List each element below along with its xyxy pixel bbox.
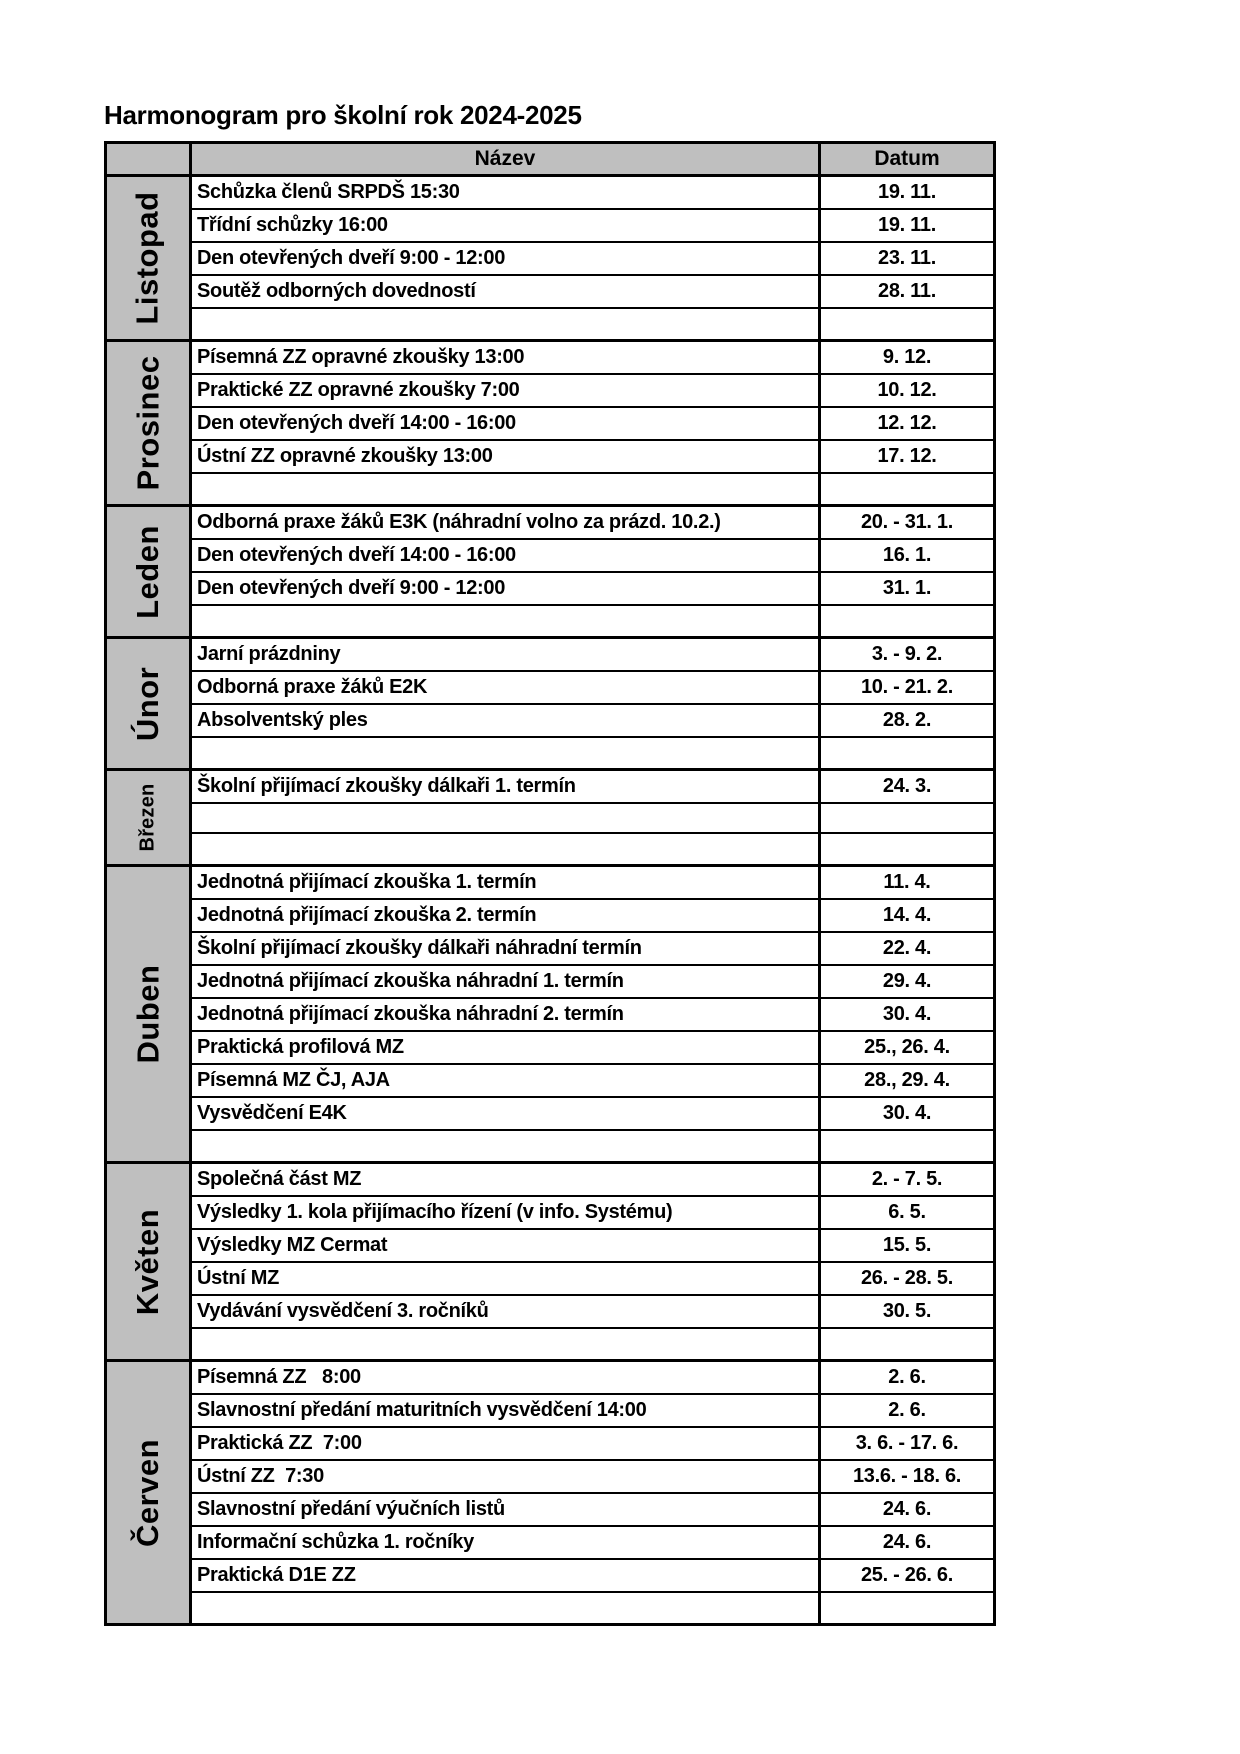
event-date-cell: 13.6. - 18. 6.	[852, 1465, 962, 1487]
event-date-cell	[821, 606, 993, 636]
event-name-cell: Absolventský ples	[192, 705, 821, 736]
event-date-cell	[821, 474, 993, 504]
table-header-row	[107, 144, 993, 177]
event-date-cell: 25., 26. 4.	[864, 1036, 950, 1058]
event-name-cell: Jarní prázdniny	[192, 639, 821, 670]
event-date-cell: 12. 12.	[877, 412, 937, 434]
table-row	[192, 375, 993, 408]
event-name-cell: Soutěž odborných dovedností	[192, 276, 821, 307]
month-column-header	[107, 144, 192, 174]
empty-row	[192, 834, 993, 864]
table-row	[192, 1032, 993, 1065]
event-name-cell: Vydávání vysvědčení 3. ročníků	[192, 1296, 821, 1327]
event-name-cell: Písemná ZZ 8:00	[192, 1362, 821, 1393]
empty-row	[192, 738, 993, 768]
event-name-cell: Jednotná přijímací zkouška náhradní 1. termín	[192, 966, 821, 997]
month-section-prosinec	[107, 342, 993, 507]
section-rows	[192, 1362, 993, 1623]
month-cell	[107, 507, 192, 636]
month-cell	[107, 1362, 192, 1623]
table-row	[192, 771, 993, 804]
event-name-cell: Výsledky 1. kola přijímacího řízení (v info. Systému)	[192, 1197, 821, 1228]
table-row	[192, 1428, 993, 1461]
table-row	[192, 1527, 993, 1560]
event-date-cell: 2. - 7. 5.	[871, 1168, 943, 1190]
event-date-cell: 28. 11.	[878, 280, 936, 302]
month-label: Duben	[130, 964, 165, 1064]
empty-row	[192, 309, 993, 339]
event-name-cell: Den otevřených dveří 14:00 - 16:00	[192, 540, 821, 571]
table-row	[192, 573, 993, 606]
month-cell	[107, 771, 192, 864]
event-name-cell	[192, 606, 821, 636]
event-name-cell: Den otevřených dveří 14:00 - 16:00	[192, 408, 821, 439]
event-date-cell	[821, 834, 993, 864]
section-rows	[192, 639, 993, 768]
section-rows	[192, 867, 993, 1161]
event-date-cell: 16. 1.	[882, 544, 932, 566]
table-row	[192, 639, 993, 672]
table-row	[192, 342, 993, 375]
empty-row	[192, 1593, 993, 1623]
event-date-cell: 24. 6.	[882, 1498, 932, 1520]
event-name-cell: Praktická profilová MZ	[192, 1032, 821, 1063]
event-name-cell: Schůzka členů SRPDŠ 15:30	[192, 177, 821, 208]
date-column-header: Datum	[874, 147, 940, 170]
event-date-cell	[821, 1593, 993, 1623]
month-section-brezen	[107, 771, 993, 867]
event-name-cell: Slavnostní předání maturitních vysvědčení 14:00	[192, 1395, 821, 1426]
table-row	[192, 1098, 993, 1131]
table-row	[192, 1164, 993, 1197]
event-name-cell: Praktické ZZ opravné zkoušky 7:00	[192, 375, 821, 406]
empty-row	[192, 804, 993, 834]
event-name-cell	[192, 834, 821, 864]
table-row	[192, 276, 993, 309]
table-row	[192, 1296, 993, 1329]
table-row	[192, 540, 993, 573]
page-title: Harmonogram pro školní rok 2024-2025	[104, 100, 582, 130]
table-row	[192, 1263, 993, 1296]
event-name-cell: Informační schůzka 1. ročníky	[192, 1527, 821, 1558]
table-row	[192, 1230, 993, 1263]
event-name-cell: Třídní schůzky 16:00	[192, 210, 821, 241]
event-date-cell: 28. 2.	[882, 709, 932, 731]
event-date-cell	[821, 738, 993, 768]
event-date-cell	[821, 1329, 993, 1359]
table-row	[192, 705, 993, 738]
table-row	[192, 867, 993, 900]
month-section-cerven	[107, 1362, 993, 1623]
event-date-cell: 24. 6.	[882, 1531, 932, 1553]
empty-row	[192, 1131, 993, 1161]
event-date-cell: 19. 11.	[878, 214, 936, 236]
month-label: Prosinec	[130, 355, 166, 491]
event-date-cell: 14. 4.	[882, 904, 932, 926]
event-name-cell: Den otevřených dveří 9:00 - 12:00	[192, 243, 821, 274]
table-row	[192, 507, 993, 540]
schedule-table	[104, 141, 996, 1626]
table-row	[192, 441, 993, 474]
event-name-cell: Odborná praxe žáků E3K (náhradní volno za prázd. 10.2.)	[192, 507, 821, 538]
event-name-cell: Výsledky MZ Cermat	[192, 1230, 821, 1261]
name-column-header: Název	[192, 144, 821, 174]
event-date-cell: 10. - 21. 2.	[860, 676, 953, 698]
event-date-cell	[821, 309, 993, 339]
month-section-duben	[107, 867, 993, 1164]
event-date-cell: 9. 12.	[882, 346, 932, 368]
event-name-cell: Společná část MZ	[192, 1164, 821, 1195]
event-name-cell	[192, 1131, 821, 1161]
table-row	[192, 1395, 993, 1428]
event-name-cell: Slavnostní předání výučních listů	[192, 1494, 821, 1525]
event-date-cell: 19. 11.	[878, 181, 936, 203]
month-label: Listopad	[130, 191, 166, 325]
event-date-cell: 29. 4.	[882, 970, 932, 992]
event-name-cell	[192, 1593, 821, 1623]
month-section-unor	[107, 639, 993, 771]
event-date-cell	[821, 1131, 993, 1161]
event-name-cell	[192, 1329, 821, 1359]
table-row	[192, 1362, 993, 1395]
event-name-cell: Školní přijímací zkoušky dálkaři náhradní termín	[192, 933, 821, 964]
event-name-cell	[192, 474, 821, 504]
month-cell	[107, 177, 192, 339]
event-date-cell: 31. 1.	[882, 577, 932, 599]
section-rows	[192, 177, 993, 339]
month-cell	[107, 867, 192, 1161]
event-name-cell: Jednotná přijímací zkouška 2. termín	[192, 900, 821, 931]
event-date-cell: 30. 4.	[882, 1003, 932, 1025]
table-row	[192, 966, 993, 999]
event-name-cell: Vysvědčení E4K	[192, 1098, 821, 1129]
event-name-cell: Ústní ZZ opravné zkoušky 13:00	[192, 441, 821, 472]
event-date-cell: 25. - 26. 6.	[860, 1564, 953, 1586]
event-date-cell: 3. 6. - 17. 6.	[855, 1432, 959, 1454]
section-rows	[192, 1164, 993, 1359]
event-date-cell: 30. 4.	[882, 1102, 932, 1124]
section-rows	[192, 342, 993, 504]
section-rows	[192, 771, 993, 864]
table-row	[192, 1560, 993, 1593]
table-row	[192, 1461, 993, 1494]
month-label: Leden	[130, 524, 166, 619]
event-name-cell: Jednotná přijímací zkouška náhradní 2. termín	[192, 999, 821, 1030]
event-name-cell: Praktická ZZ 7:00	[192, 1428, 821, 1459]
event-name-cell: Ústní ZZ 7:30	[192, 1461, 821, 1492]
event-date-cell: 6. 5.	[888, 1201, 926, 1223]
month-label: Květen	[130, 1208, 165, 1315]
table-row	[192, 243, 993, 276]
section-rows	[192, 507, 993, 636]
event-name-cell	[192, 309, 821, 339]
event-date-cell: 22. 4.	[882, 937, 932, 959]
month-section-leden	[107, 507, 993, 639]
table-row	[192, 1065, 993, 1098]
event-name-cell	[192, 738, 821, 768]
event-date-cell: 10. 12.	[877, 379, 937, 401]
month-label: Březen	[136, 783, 159, 852]
month-cell	[107, 1164, 192, 1359]
table-row	[192, 900, 993, 933]
month-label: Červen	[130, 1438, 166, 1547]
table-row	[192, 1494, 993, 1527]
table-row	[192, 210, 993, 243]
month-section-kveten	[107, 1164, 993, 1362]
table-row	[192, 177, 993, 210]
month-section-listopad	[107, 177, 993, 342]
event-date-cell: 26. - 28. 5.	[860, 1267, 953, 1289]
event-date-cell: 20. - 31. 1.	[860, 511, 953, 533]
month-cell	[107, 342, 192, 504]
event-name-cell	[192, 804, 821, 832]
empty-row	[192, 1329, 993, 1359]
event-date-cell: 30. 5.	[882, 1300, 932, 1322]
event-date-cell: 23. 11.	[878, 247, 936, 269]
month-label: Únor	[129, 666, 165, 741]
event-name-cell: Jednotná přijímací zkouška 1. termín	[192, 867, 821, 898]
event-date-cell	[821, 804, 993, 832]
event-date-cell: 28., 29. 4.	[864, 1069, 950, 1091]
table-row	[192, 1197, 993, 1230]
empty-row	[192, 474, 993, 504]
event-date-cell: 2. 6.	[888, 1399, 926, 1421]
event-name-cell: Odborná praxe žáků E2K	[192, 672, 821, 703]
event-date-cell: 17. 12.	[877, 445, 937, 467]
event-name-cell: Den otevřených dveří 9:00 - 12:00	[192, 573, 821, 604]
table-row	[192, 408, 993, 441]
event-name-cell: Písemná MZ ČJ, AJA	[192, 1065, 821, 1096]
event-name-cell: Praktická D1E ZZ	[192, 1560, 821, 1591]
event-name-cell: Písemná ZZ opravné zkoušky 13:00	[192, 342, 821, 373]
event-date-cell: 11. 4.	[883, 871, 931, 893]
event-date-cell: 24. 3.	[882, 775, 932, 797]
event-name-cell: Ústní MZ	[192, 1263, 821, 1294]
table-row	[192, 933, 993, 966]
event-date-cell: 15. 5.	[882, 1234, 932, 1256]
event-date-cell: 3. - 9. 2.	[871, 643, 943, 665]
table-row	[192, 999, 993, 1032]
event-name-cell: Školní přijímací zkoušky dálkaři 1. termín	[192, 771, 821, 802]
month-cell	[107, 639, 192, 768]
empty-row	[192, 606, 993, 636]
table-row	[192, 672, 993, 705]
event-date-cell: 2. 6.	[888, 1366, 926, 1388]
